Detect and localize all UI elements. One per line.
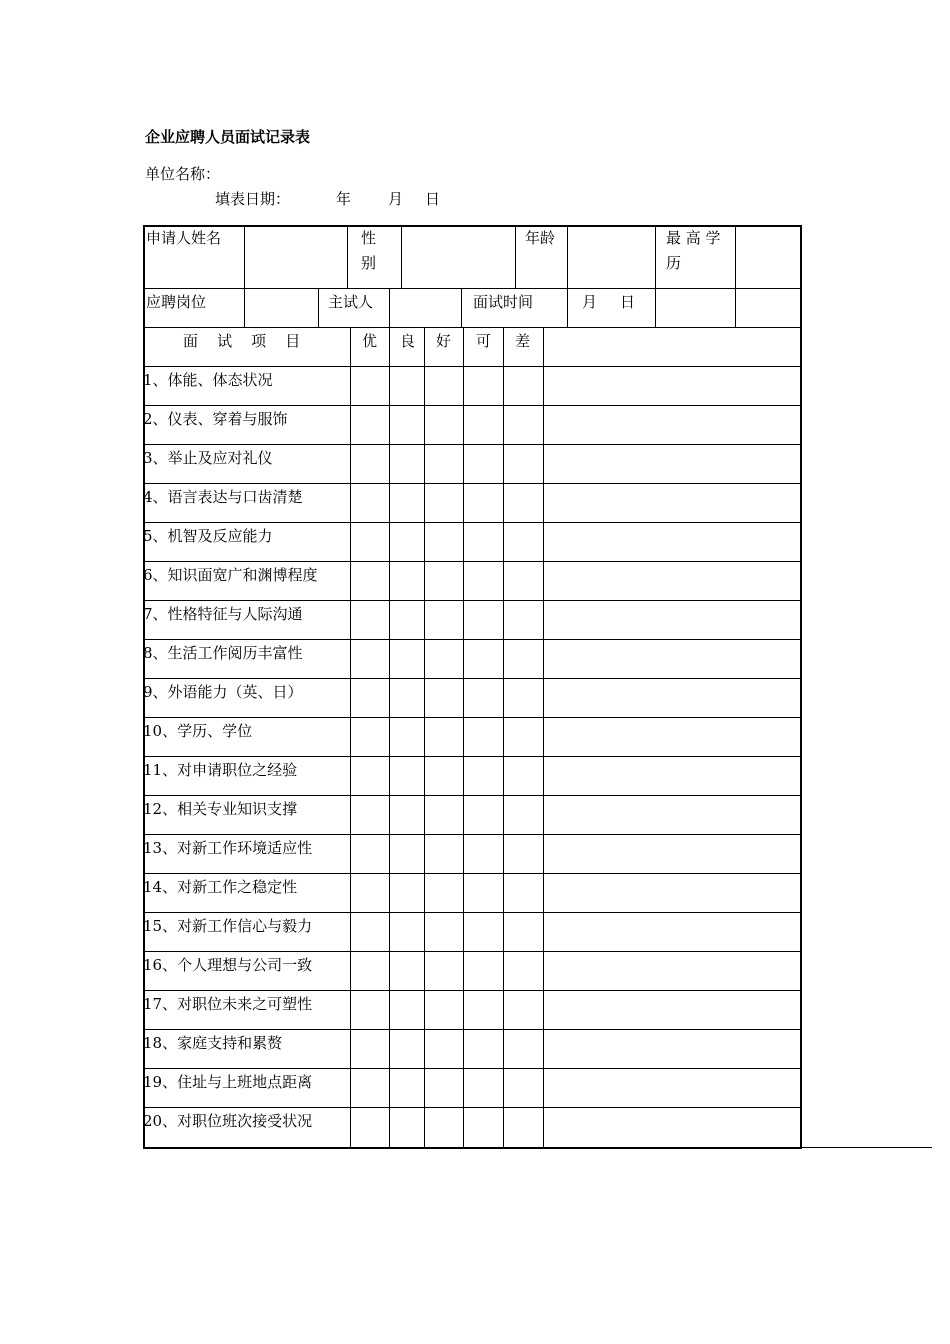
row-divider [143,366,802,367]
divider [567,225,568,289]
interview-day: 日 [620,293,636,311]
item-row-label: 8、生活工作阅历丰富性 [143,644,303,662]
divider [655,288,656,328]
row-divider [143,288,802,289]
row-divider [143,561,802,562]
item-row-label: 5、机智及反应能力 [143,527,273,545]
item-row-label: 13、对新工作环境适应性 [143,839,313,857]
fill-date-label: 填表日期： [215,190,291,208]
item-row-label: 16、个人理想与公司一致 [143,956,313,974]
item-row-label: 6、知识面宽广和渊博程度 [143,566,318,584]
divider [318,288,319,328]
row-divider [143,873,802,874]
item-row-label: 12、相关专业知识支撑 [143,800,298,818]
divider [567,288,568,328]
divider [244,225,245,289]
item-row-label: 3、举止及应对礼仪 [143,449,273,467]
item-row-label: 10、学历、学位 [143,722,253,740]
row-divider [143,717,802,718]
divider [347,225,348,289]
row-divider [143,444,802,445]
rating-fine-header: 好 [436,332,452,350]
row-divider [143,522,802,523]
divider [543,327,544,1148]
gender-label-bottom: 别 [361,254,377,272]
item-row-label: 7、性格特征与人际沟通 [143,605,303,623]
interviewer-label: 主试人 [328,293,374,311]
item-row-label: 20、对职位班次接受状况 [143,1112,313,1130]
divider [244,288,245,328]
divider [515,225,516,289]
item-row-label: 14、对新工作之稳定性 [143,878,298,896]
item-row-label: 17、对职位未来之可塑性 [143,995,313,1013]
divider [463,327,464,1148]
trailing-rule [801,1147,932,1148]
gender-label-top: 性 [361,229,377,247]
row-divider [143,678,802,679]
row-divider [143,405,802,406]
row-divider [143,483,802,484]
divider [735,225,736,289]
rating-fair-header: 可 [476,332,492,350]
education-label-bottom: 历 [666,254,682,272]
divider [424,327,425,1148]
item-row-label: 11、对申请职位之经验 [143,761,298,779]
divider [503,327,504,1148]
row-divider [143,1068,802,1069]
date-year: 年 [336,190,352,208]
row-divider [143,756,802,757]
rating-poor-header: 差 [515,332,531,350]
item-row-label: 4、语言表达与口齿清楚 [143,488,303,506]
position-label: 应聘岗位 [146,293,207,311]
age-label: 年龄 [525,229,556,247]
row-divider [143,1107,802,1108]
table-border-right [800,225,802,1149]
row-divider [143,639,802,640]
item-row-label: 9、外语能力（英、日） [143,683,303,701]
table-border-bottom [143,1147,802,1149]
divider [389,327,390,1148]
item-column-header: 面 试 项 目 [183,332,301,350]
applicant-name-label: 申请人姓名 [146,229,222,247]
interview-time-label: 面试时间 [473,293,534,311]
divider [389,288,390,328]
divider [655,225,656,289]
row-divider [143,834,802,835]
row-divider [143,912,802,913]
item-row-label: 1、体能、体态状况 [143,371,273,389]
row-divider [143,951,802,952]
row-divider [143,600,802,601]
row-divider [143,990,802,991]
rating-excellent-header: 优 [362,332,378,350]
date-month: 月 [388,190,404,208]
row-divider [143,327,802,328]
divider [461,288,462,328]
row-divider [143,795,802,796]
unit-name-label: 单位名称： [145,165,221,183]
rating-good-header: 良 [400,332,416,350]
form-title: 企业应聘人员面试记录表 [145,128,311,146]
divider [735,288,736,328]
row-divider [143,1029,802,1030]
item-row-label: 19、住址与上班地点距离 [143,1073,313,1091]
item-row-label: 15、对新工作信心与毅力 [143,917,313,935]
interview-month: 月 [582,293,598,311]
item-row-label: 2、仪表、穿着与服饰 [143,410,288,428]
date-day: 日 [425,190,441,208]
divider [350,327,351,1148]
education-label-top: 最 高 学 [666,229,721,247]
item-row-label: 18、家庭支持和累赘 [143,1034,283,1052]
divider [401,225,402,289]
